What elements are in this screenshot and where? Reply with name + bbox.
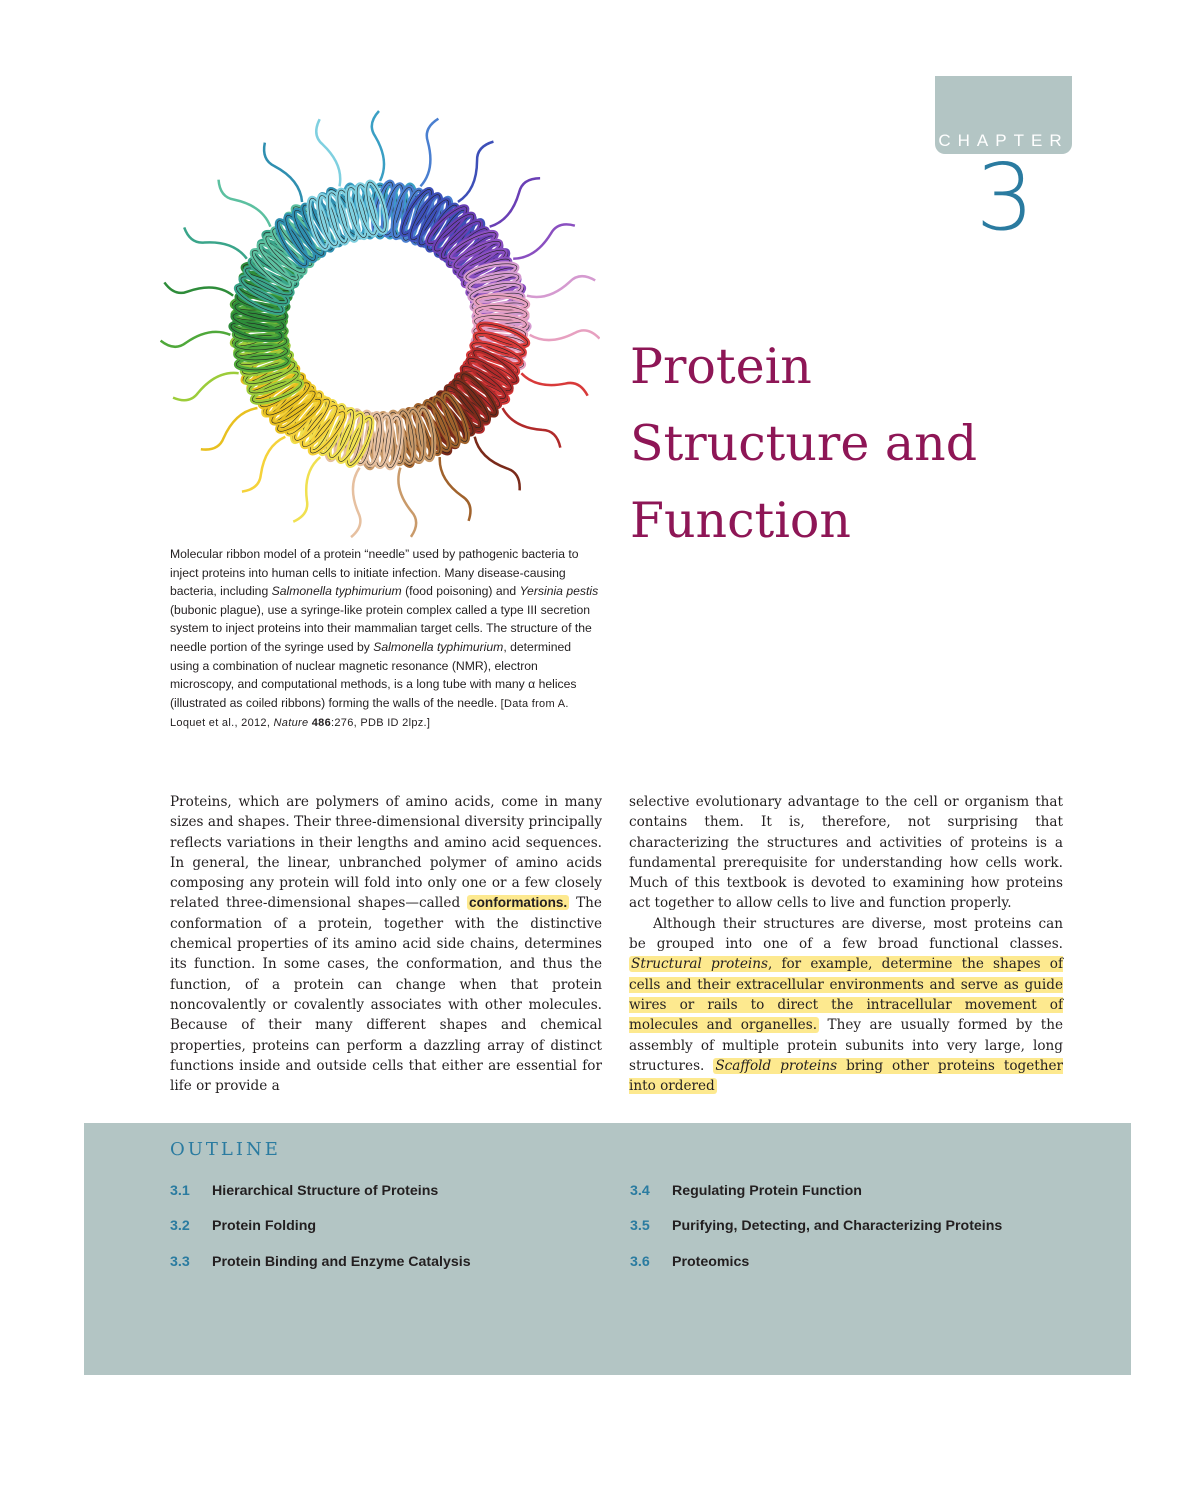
chapter-label: CHAPTER xyxy=(938,131,1069,150)
title-line-3: Function xyxy=(630,492,851,549)
chapter-title xyxy=(630,328,1110,559)
outline-item-3-6[interactable]: 3.6 Proteomics xyxy=(630,1254,750,1270)
outline-item-3-2[interactable]: 3.2 Protein Folding xyxy=(170,1218,317,1234)
outline-title: OUTLINE xyxy=(170,1139,281,1160)
keyword-structural-proteins: Structural proteins xyxy=(631,956,768,973)
chapter-number: 3 xyxy=(975,144,1035,251)
outline-box xyxy=(84,1123,1131,1375)
figure-caption: Molecular ribbon model of a protein “needle” used by pathogenic bacteria to inject proteins into human cells to initiate infection. Many disease-causing bacteria, including Salmonella typhimurium (food poisoning) and Yersinia pestis (bubonic plague), use a syringe-like protein complex called a type III secretion system to inject proteins into their mammalian target cells. The structure of the needle portion of the syringe used by Salmonella typhimurium, determined using a combination of nuclear magnetic resonance (NMR), electron microscopy, and computational methods, is a long tube with many α helices (illustrated as coiled ribbons) forming the walls of the needle. [Data from A. Loquet et al., 2012, Nature 486:276, PDB ID 2lpz.] xyxy=(170,547,599,730)
body-text-left: Proteins, which are polymers of amino acids, come in many sizes and shapes. Their three-dimensional diversity principally reflects variations in their lengths and amino acid sequences. In general, the linear, unbranched polymer of amino acids composing any protein will fold into only one or a few closely related three-dimensional shapes—called conformations. The conformation of a protein, together with the distinctive chemical properties of its amino acid side chains, determines its function. In some cases, the conformation, and thus the function, of a protein can change when that protein noncovalently or covalently associates with other molecules. Because of their many different shapes and chemical properties, proteins can perform a dazzling array of distinct functions inside and outside cells that either are essential for life or provide a xyxy=(170,794,602,1095)
keyword-scaffold-proteins: Scaffold proteins xyxy=(715,1057,838,1074)
outline-item-3-5[interactable]: 3.5 Purifying, Detecting, and Characterizing Proteins xyxy=(630,1218,1003,1234)
title-line-2: Structure and xyxy=(630,415,978,472)
body-paragraph: selective evolutionary advantage to the cell or organism that contains them. It is, therefore, not surprising that characterizing the structures and activities of proteins is a fundamental prerequisite for understanding how cells work. Much of this textbook is devoted to examining how proteins act together to allow cells to live and function properly. xyxy=(629,794,1063,912)
caption-source: [Data from A. Loquet et al., 2012, Nature 486:276, PDB ID 2lpz.] xyxy=(170,697,569,730)
outline-item-3-4[interactable]: 3.4 Regulating Protein Function xyxy=(630,1183,862,1199)
title-line-1: Protein xyxy=(630,338,812,395)
keyword-conformations: conformations. xyxy=(469,895,568,911)
body-paragraph: Although their structures are diverse, most proteins can be grouped into one of a few broad functional classes. Structural proteins, for example, determine the shapes of cells and their extracellular environments and serve as guide wires or rails to direct the intracellular movement of molecules and organelles. They are usually formed by the assembly of multiple protein subunits into very large, long structures. Scaffold proteins bring other proteins together into ordered xyxy=(629,915,1064,1095)
protein-ribbon-model-image xyxy=(160,110,600,540)
outline-item-3-1[interactable]: 3.1 Hierarchical Structure of Proteins xyxy=(170,1183,439,1199)
outline-item-3-3[interactable]: 3.3 Protein Binding and Enzyme Catalysis xyxy=(170,1254,471,1270)
body-text-right xyxy=(629,792,1063,1096)
